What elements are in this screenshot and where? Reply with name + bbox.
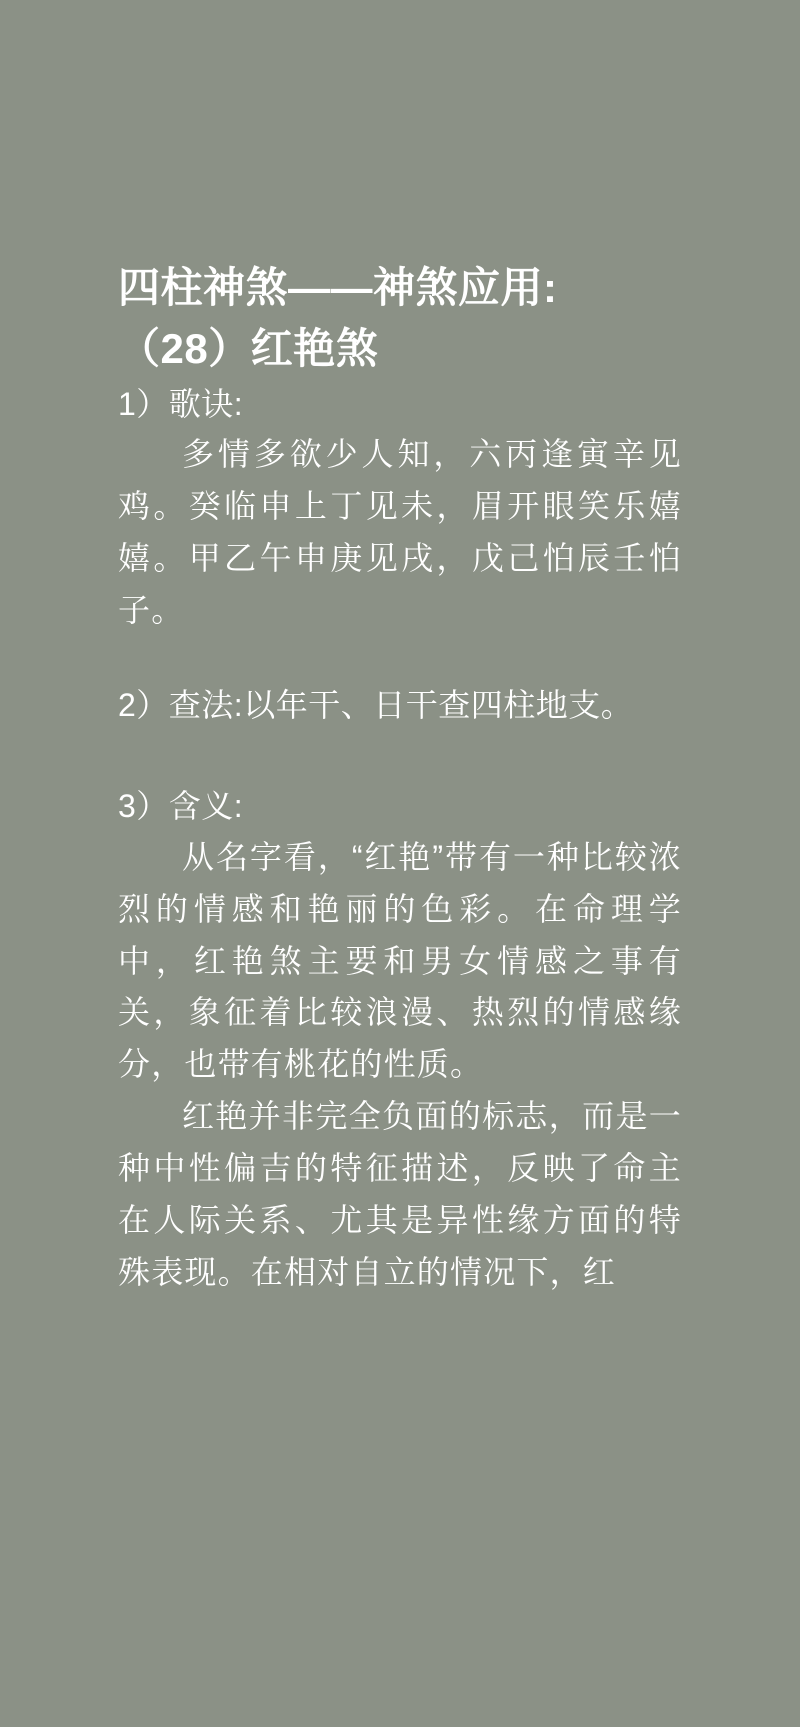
status-bar-text — [30, 2, 86, 21]
spacer — [118, 637, 682, 681]
section-heading: 1）歌诀: — [118, 385, 244, 422]
section-paragraph: 从名字看，“红艳”带有一种比较浓烈的情感和艳丽的色彩。在命理学中，红艳煞主要和男女情感之事有关，象征着比较浪漫、热烈的情感缘分，也带有桃花的性质。 — [118, 838, 682, 1083]
section-paragraph: 红艳并非完全负面的标志，而是一种中性偏吉的特征描述，反映了命主在人际关系、尤其是异性缘方面的特殊表现。在相对自立的情况下，红 — [118, 1098, 682, 1290]
spacer — [118, 730, 682, 782]
page-title — [118, 0, 682, 380]
section-hanyi — [118, 782, 682, 1298]
section-heading: 2）查法:以年干、日干查四柱地支。 — [118, 686, 634, 723]
section-heading: 3）含义: — [118, 788, 244, 825]
section-paragraph: 多情多欲少人知，六丙逢寅辛见鸡。癸临申上丁见未，眉开眼笑乐嬉嬉。甲乙午申庚见戌，戊己怕辰壬怕子。 — [118, 436, 682, 628]
page-title-line-1: 四柱神煞——神煞应用: — [118, 264, 558, 311]
page-title-line-2: （28）红艳煞 — [118, 324, 379, 372]
status-bar — [0, 0, 800, 22]
section-gejue — [118, 380, 682, 637]
section-chafa — [118, 681, 682, 731]
